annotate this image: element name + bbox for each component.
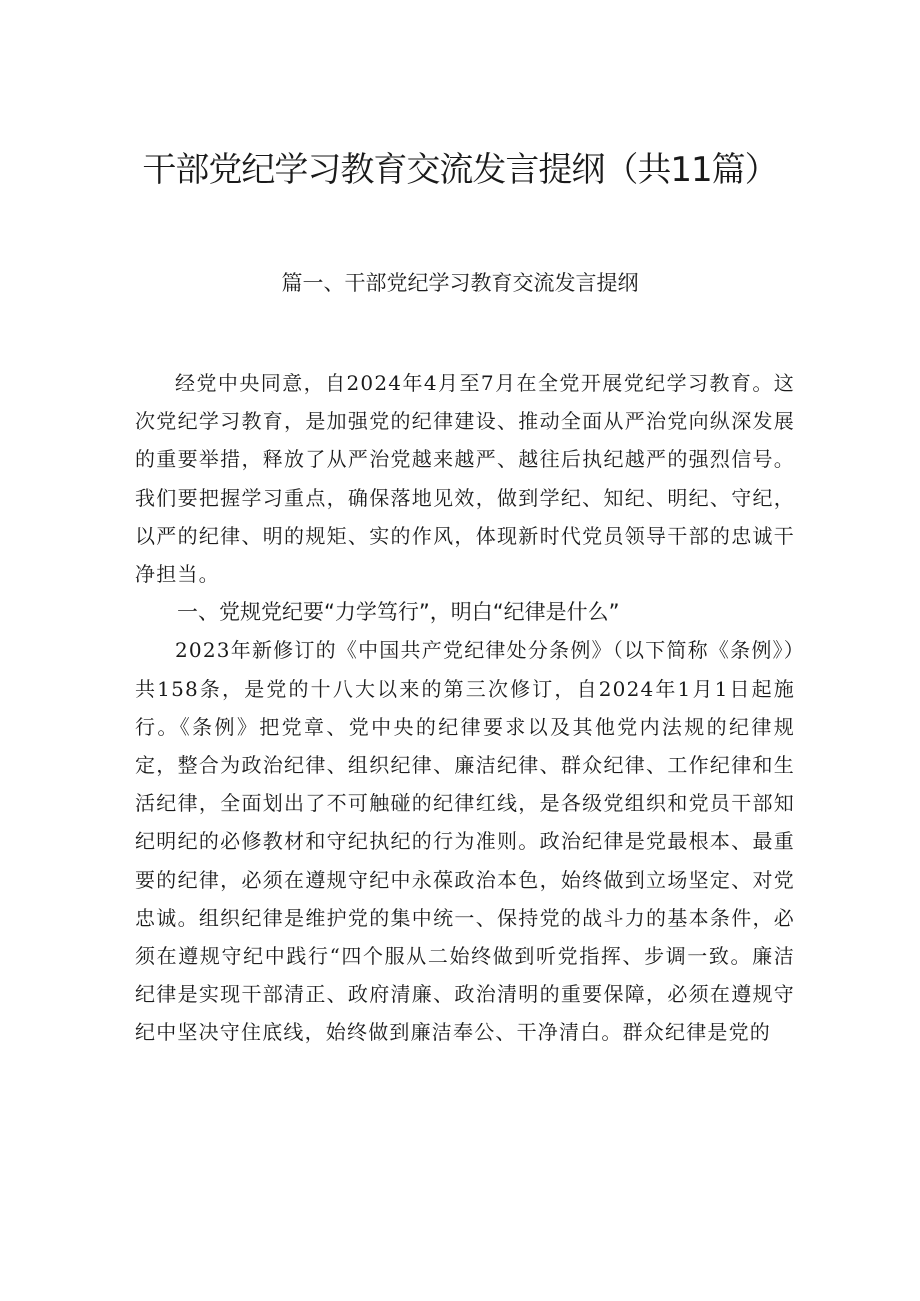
paragraph-2: 2023年新修订的《中国共产党纪律处分条例》（以下简称《条例》）共158条，是党的十八大以来的第三次修订，自2024年1月1日起施行。《条例》把党章、党中央的纪律要求以及其他党内法规的纪律规定，整合为政治纪律、组织纪律、廉洁纪律、群众纪律、工作纪律和生活纪律，全面划出了不可触碰的纪律红线，是各级党组织和党员干部知纪明纪的必修教材和守纪执纪的行为准则。政治纪律是党最根本、最重要的纪律，必须在遵规守纪中永葆政治本色，始终做到立场坚定、对党忠诚。组织纪律是维护党的集中统一、保持党的战斗力的基本条件，必须在遵规守纪中践行“四个服从二始终做到听党指挥、步调一致。廉洁纪律是实现干部清正、政府清廉、政治清明的重要保障，必须在遵规守纪中坚决守住底线，始终做到廉洁奉公、干净清白。群众纪律是党的: [135, 638, 795, 1045]
intro-paragraph: 经党中央同意，自2024年4月至7月在全党开展党纪学习教育。这次党纪学习教育，是加强党的纪律建设、推动全面从严治党向纵深发展的重要举措，释放了从严治党越来越严、越往后执纪越严的强烈信号。我们要把握学习重点，确保落地见效，做到学纪、知纪、明纪、守纪，以严的纪律、明的规矩、实的作风，体现新时代党员领导干部的忠诚干净担当。: [135, 371, 795, 587]
document-title: 干部党纪学习教育交流发言提纲（共11篇）: [142, 150, 778, 190]
section-title: 篇一、干部党纪学习教育交流发言提纲: [281, 271, 639, 295]
sub-heading-1: 一、党规党纪要“力学笃行”，明白“纪律是什么”: [177, 600, 620, 625]
document-body: [135, 364, 795, 1052]
